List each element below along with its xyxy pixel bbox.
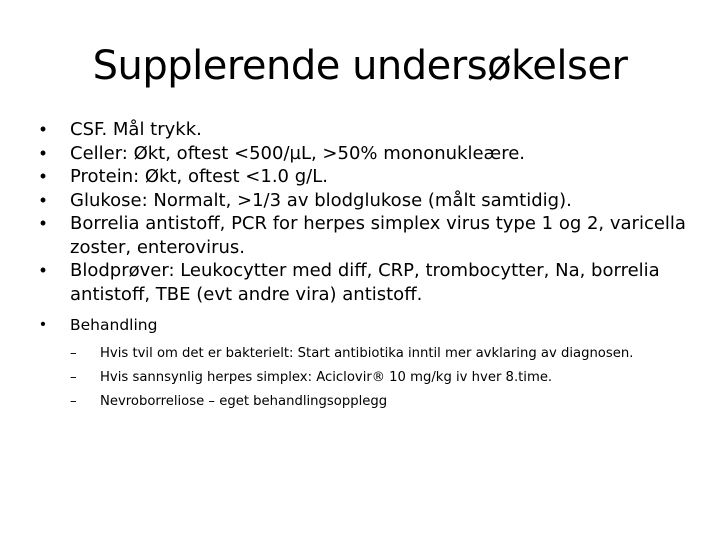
bullet-text: Borrelia antistoff, PCR for herpes simplex virus type 1 og 2, varicella zoster, enterovirus.: [70, 213, 686, 258]
sub-bullet-list: [70, 342, 696, 414]
bullet-icon: •: [39, 119, 47, 139]
slide-title: Supplerende undersøkelser: [92, 43, 628, 89]
bullet-item: [36, 165, 696, 189]
bullet-text: Celler: Økt, oftest <500/µL, >50% mononukleære.: [70, 142, 526, 164]
sub-bullet-item: [70, 342, 696, 366]
bullet-text: Glukose: Normalt, >1/3 av blodglukose (målt samtidig).: [70, 189, 572, 211]
bullet-icon: •: [39, 213, 47, 233]
sub-bullet-text: Hvis sannsynlig herpes simplex: Aciclovir® 10 mg/kg iv hver 8.time.: [100, 370, 553, 385]
sub-bullet-text: Nevroborreliose – eget behandlingsopplegg: [100, 394, 388, 409]
sub-bullet-item: [70, 366, 696, 390]
dash-icon: –: [70, 394, 77, 409]
sub-bullet-item: [70, 390, 696, 414]
bullet-text: Behandling: [70, 316, 158, 334]
bullet-list: [36, 118, 696, 414]
bullet-icon: •: [39, 166, 47, 186]
bullet-icon: •: [39, 189, 47, 210]
bullet-item: [36, 118, 696, 142]
bullet-item: [36, 142, 696, 166]
bullet-item: [36, 212, 696, 259]
bullet-item-treatment: [36, 314, 696, 414]
bullet-icon: •: [40, 316, 46, 333]
bullet-text: CSF. Mål trykk.: [70, 119, 202, 140]
bullet-icon: •: [39, 142, 47, 163]
bullet-item: [36, 259, 696, 306]
dash-icon: –: [70, 370, 77, 385]
bullet-text: Blodprøver: Leukocytter med diff, CRP, trombocytter, Na, borrelia antistoff, TBE (evt andre vira) antistoff.: [70, 260, 660, 305]
bullet-item: [36, 189, 696, 213]
sub-bullet-text: Hvis tvil om det er bakterielt: Start antibiotika inntil mer avklaring av diagnosen.: [100, 346, 634, 361]
dash-icon: –: [70, 346, 77, 361]
bullet-icon: •: [39, 260, 47, 280]
bullet-text: Protein: Økt, oftest <1.0 g/L.: [70, 166, 328, 187]
